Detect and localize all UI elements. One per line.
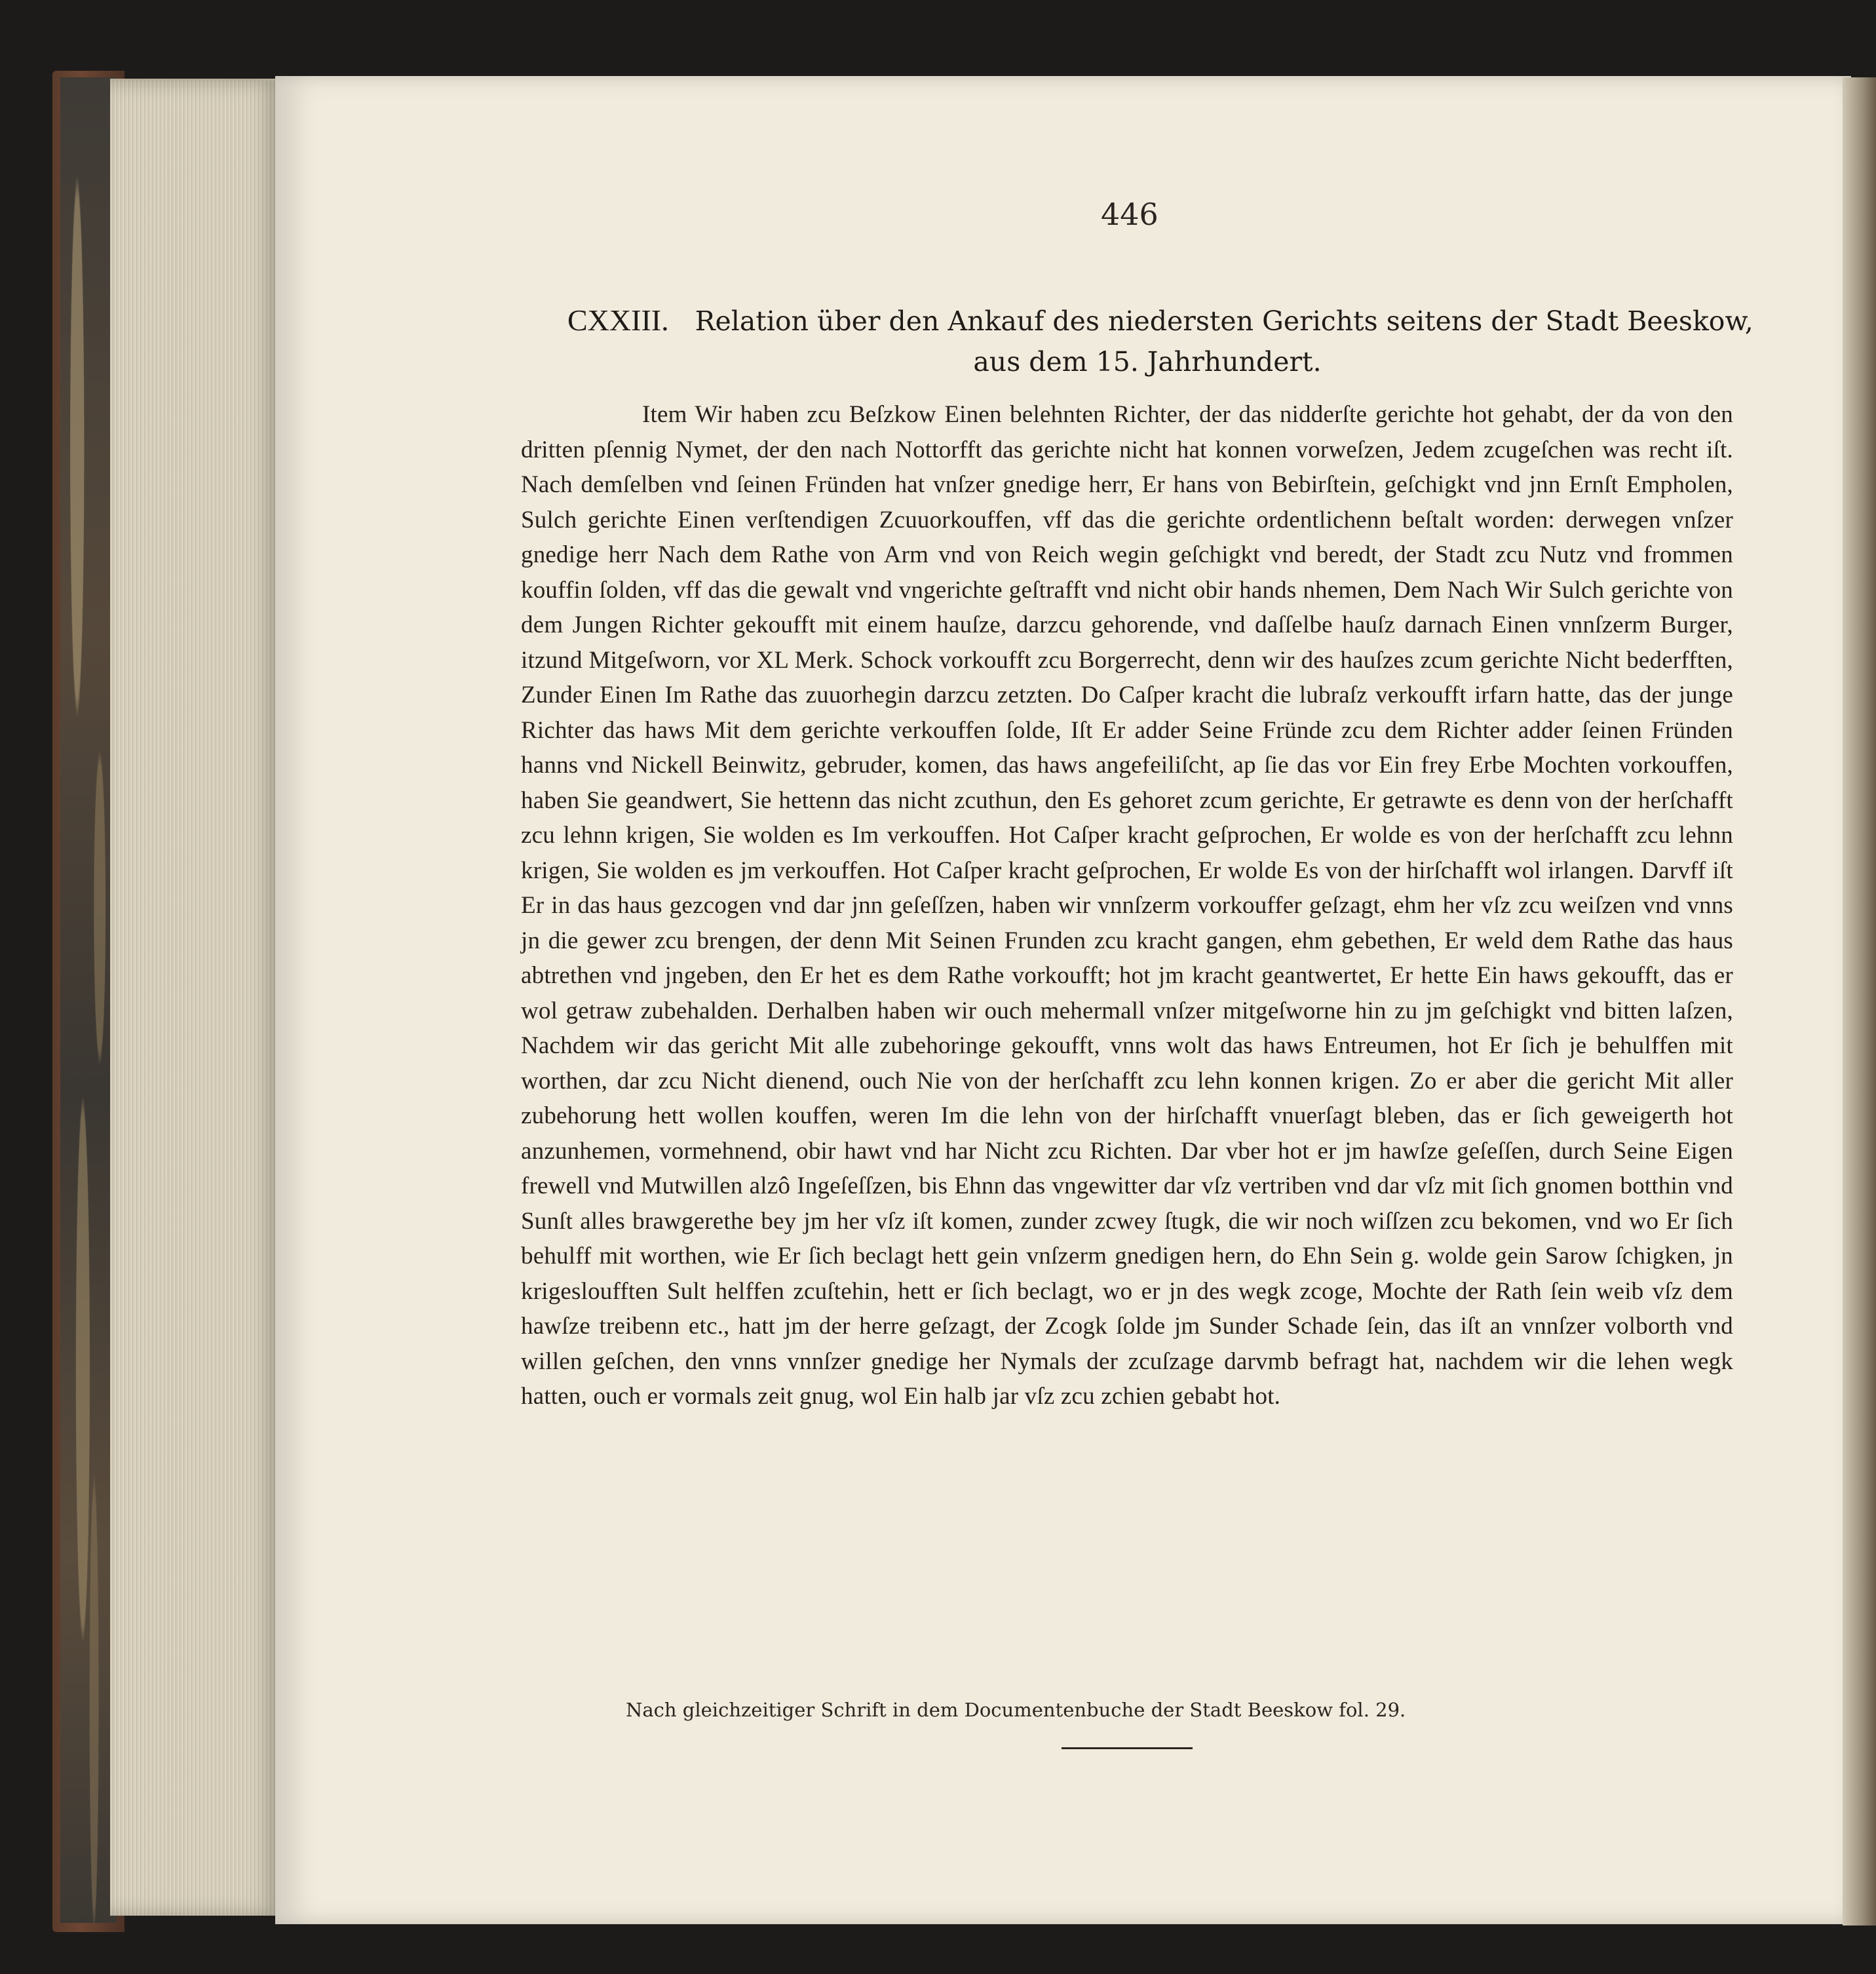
heading-line-1: [567, 300, 1753, 341]
heading-title: Relation über den Ankauf des niedersten Gerichts seitens der Stadt Beeskow,: [695, 305, 1753, 337]
document-body: [521, 397, 1733, 1414]
body-paragraph: Item Wir haben zcu Beſzkow Einen belehnten Richter, der das nidderſte gerichte hot gehabt, der da von den dritten pſennig Nymet, der den nach Nottorfft das gerichte nicht hat konnen vorweſzen, Jedem zcugeſchen was recht iſt. Nach demſelben vnd ſeinen Fründen hat vnſzer gnedige herr, Er hans von Bebirſtein, geſchigkt vnd jnn Ernſt Empholen, Sulch gerichte Einen verſtendigen Zcuuorkouffen, vff das die gerichte ordentlichenn beſtalt worden: derwegen vnſzer gnedige herr Nach dem Rathe von Arm vnd von Reich wegin geſchigkt vnd beredt, der Stadt zcu Nutz vnd frommen kouffin ſolden, vff das die gewalt vnd vngerichte geſtrafft vnd nicht obir hands nhemen, Dem Nach Wir Sulch gerichte von dem Jungen Richter gekoufft mit einem hauſze, darzcu gehorende, vnd daſſelbe hauſz darnach Einen vnnſzerm Burger, itzund Mitgeſworn, vor XL Merk. Schock vorkoufft zcu Borgerrecht, denn wir des hauſzes zcum gerichte Nicht bederfften, Zunder Einen Im Rathe das zuuorhegin darzcu zetzten. Do Caſper kracht die lubraſz verkoufft irfarn hatte, das der junge Richter das haws Mit dem gerichte verkouffen ſolde, Iſt Er adder Seine Fründe zcu dem Richter adder ſeinen Fründen hanns vnd Nickell Beinwitz, gebruder, komen, das haws angefeiliſcht, ap ſie das vor Ein frey Erbe Mochten vorkouffen, haben Sie geandwert, Sie hettenn das nicht zcuthun, den Es gehoret zcum gerichte, Er getrawte es denn von der herſchafft zcu lehnn krigen, Sie wolden es Im verkouffen. Hot Caſper kracht geſprochen, Er wolde es von der herſchafft zcu lehnn krigen, Sie wolden es jm verkouffen. Hot Caſper kracht geſprochen, Er wolde Es von der hirſchafft wol irlangen. Darvff iſt Er in das haus gezcogen vnd dar jnn geſeſſzen, haben wir vnnſzerm vorkouffer geſzagt, ehm her vſz zcu weiſzen vnd vnns jn die gewer zcu brengen, der denn Mit Seinen Frunden zcu kracht gangen, ehm gebethen, Er weld dem Rathe das haus abtrethen vnd jngeben, den Er het es dem Rathe vorkoufft; hot jm kracht geantwertet, Er hette Ein haws gekoufft, das er wol getraw zubehalden. Derhalben haben wir ouch mehermall vnſzer mitgeſworne hin zu jm geſchigkt vnd bitten laſzen, Nachdem wir das gericht Mit alle zubehoringe gekoufft, vnns wolt das haws Entreumen, hot Er ſich je behulffen mit worthen, dar zcu Nicht dienend, ouch Nie von der herſchafft zcu lehn konnen krigen. Zo er aber die gericht Mit aller zubehorung hett wollen kouffen, weren Im die lehn von der hirſchafft vnuerſagt bleben, das er ſich geweigerth hot anzunhemen, vormehnend, obir hawt vnd har Nicht zcu Richten. Dar vber hot er jm hawſze geſeſſen, durch Seine Eigen frewell vnd Mutwillen alzô Ingeſeſſzen, bis Ehnn das vngewitter dar vſz vertriben vnd dar vſz mit ſich gnomen botthin vnd Sunſt alles brawgerethe bey jm her vſz iſt komen, zunder zcwey ſtugk, die wir noch wiſſzen zcu bekomen, vnd wo Er ſich behulff mit worthen, wie Er ſich beclagt hett gein vnſzerm gnedigen hern, do Ehn Sein g. wolde gein Sarow ſchigken, jn krigesloufften Sult helffen zcuſtehin, hett er ſich beclagt, wo er jn des wegk zcoge, Mochte der Rath ſein weib vſz dem hawſze treibenn etc., hatt jm der herre geſzagt, der Zcogk ſolde jm Sunder Schade ſein, das iſt an vnnſzer volborth vnd willen geſchen, den vnns vnnſzer gnedige her Nymals der zcuſzage darvmb befragt hat, nachdem wir die lehen wegk hatten, ouch er vormals zeit gnug, wol Ein halb jar vſz zcu zchien gebabt hot.: [521, 401, 1733, 1410]
heading-subtitle: aus dem 15. Jahrhundert.: [973, 346, 1322, 377]
end-rule: [1062, 1747, 1193, 1749]
source-note: Nach gleichzeitiger Schrift in dem Documentenbuche der Stadt Beeskow fol. 29.: [626, 1699, 1406, 1721]
page-number: 446: [1101, 197, 1158, 232]
document-heading: [567, 300, 1753, 382]
page-stack-edge: [110, 79, 280, 1916]
marbled-endpaper: [60, 77, 117, 1923]
facing-page-edge: [1843, 77, 1876, 1926]
document-number: CXXIII.: [567, 303, 669, 337]
